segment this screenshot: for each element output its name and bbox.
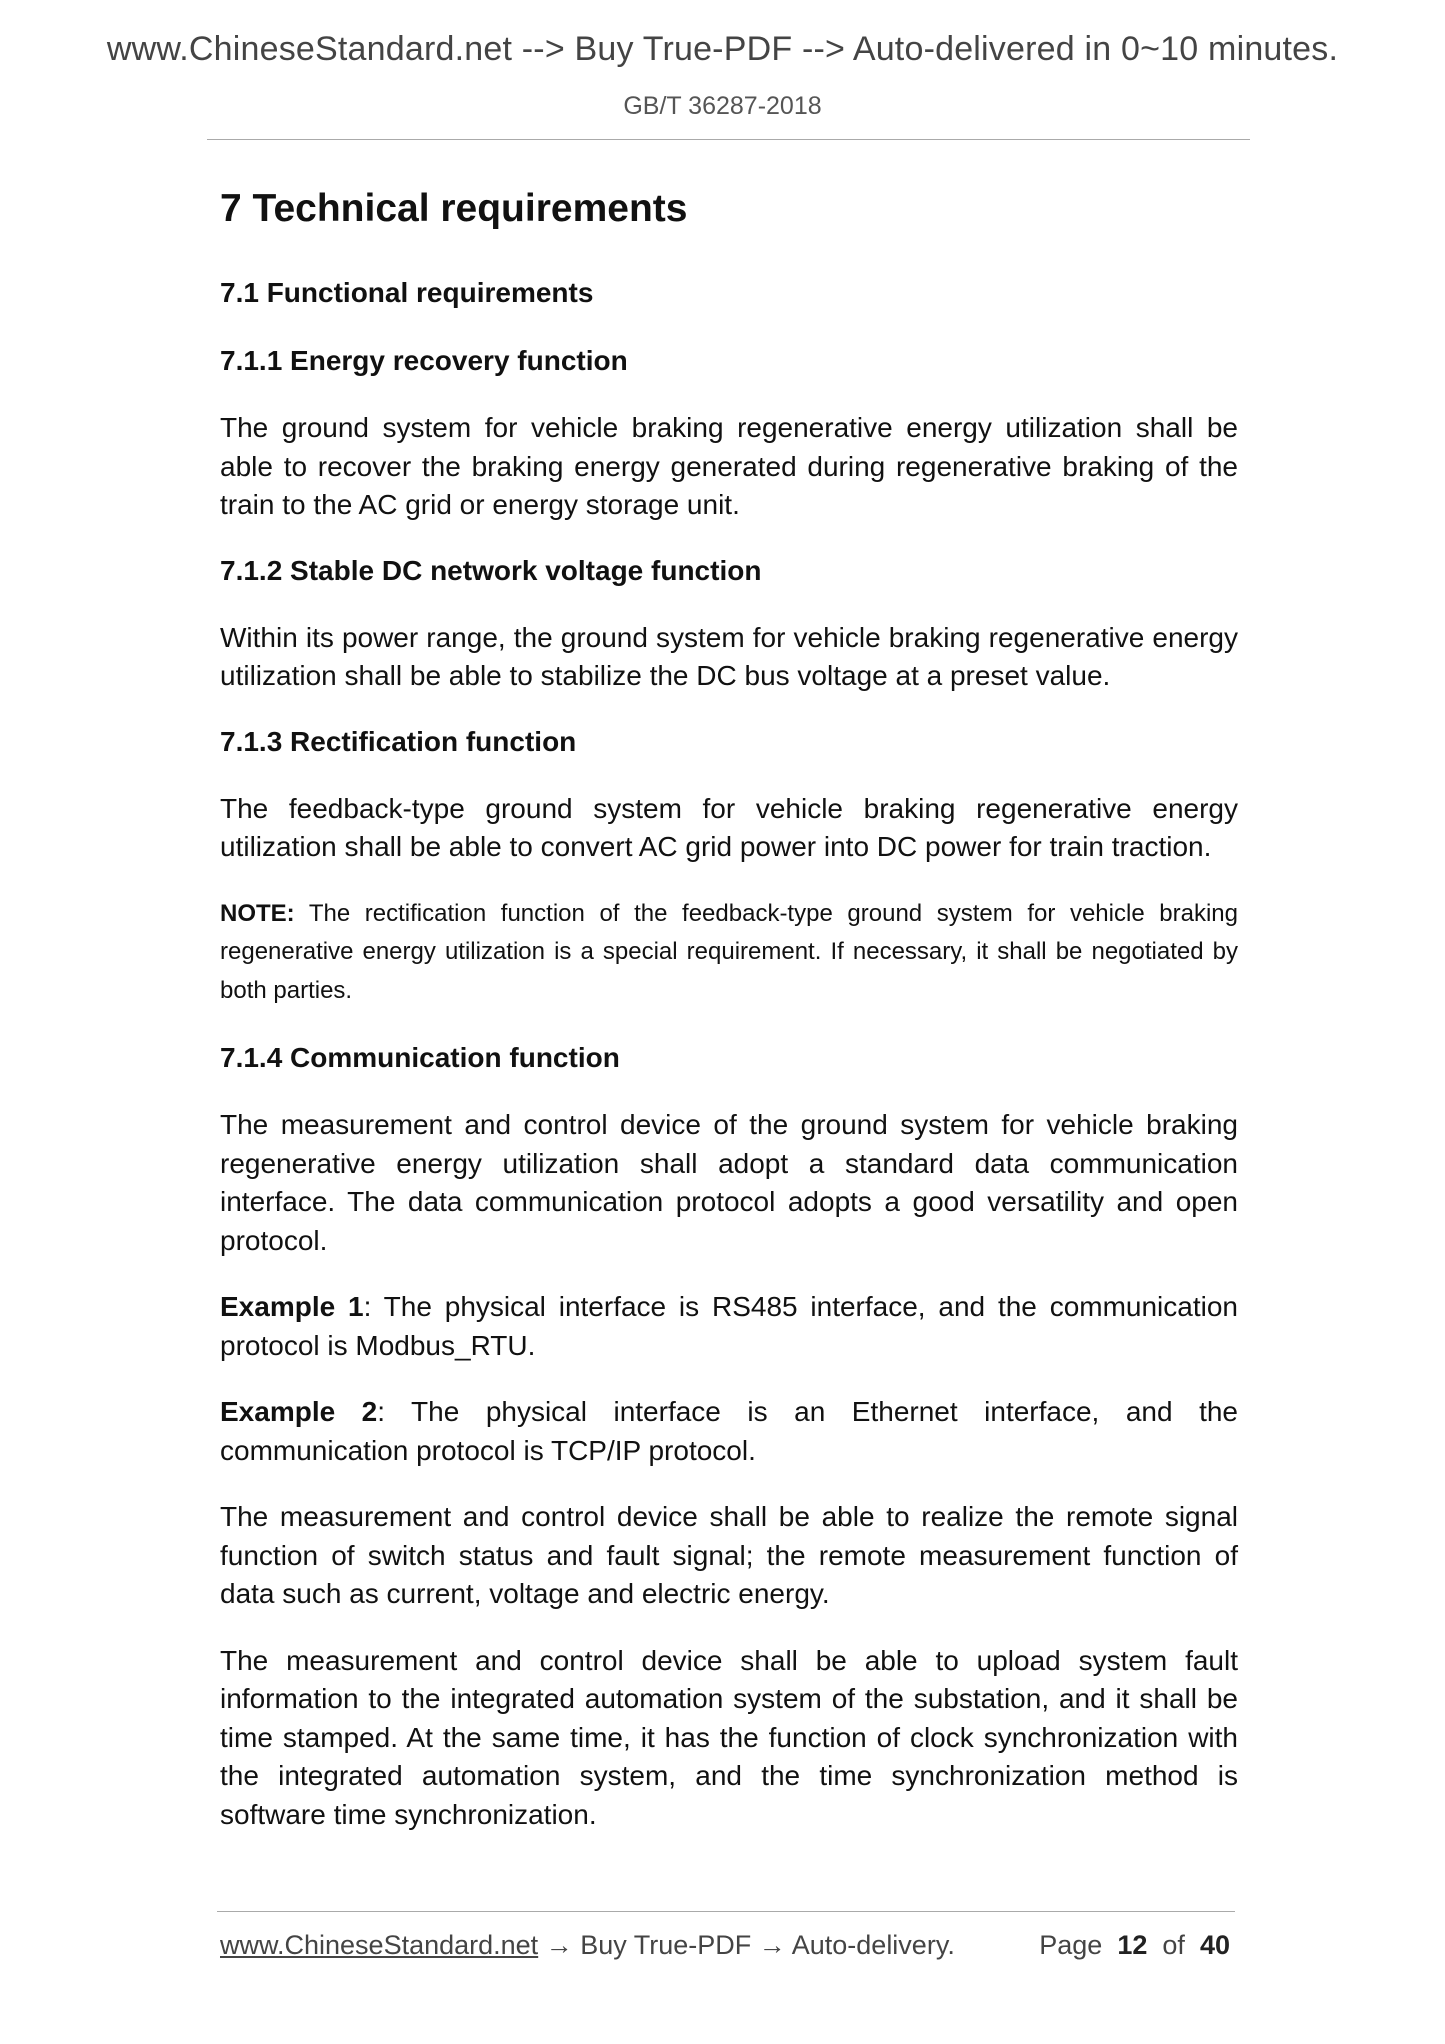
- example-2-label: Example 2: [220, 1396, 378, 1427]
- header-divider: [207, 139, 1250, 140]
- document-body: [220, 181, 1238, 1862]
- page-label: Page: [1039, 1930, 1103, 1960]
- clause-heading-7-1-1: 7.1.1 Energy recovery function: [220, 345, 628, 376]
- page-total: 40: [1199, 1930, 1230, 1960]
- page-number: 12: [1117, 1930, 1148, 1960]
- of-label: of: [1162, 1930, 1185, 1960]
- example-2-text: : The physical interface is an Ethernet interface, and the communication protocol is TCP/IP protocol.: [220, 1396, 1238, 1466]
- clause-heading-7-1-2: 7.1.2 Stable DC network voltage function: [220, 554, 762, 586]
- clause-text-7-1-2: Within its power range, the ground system for vehicle braking regenerative energy utilization shall be able to stabilize the DC bus voltage at a preset value.: [220, 621, 1238, 691]
- clause-text-7-1-4-c: The measurement and control device shall be able to upload system fault information to the integrated automation system of the substation, and it shall be time stamped. At the same time, it has the function of clock synchronization with the integrated automation system, and the time synchronization method is software time synchronization.: [220, 1644, 1238, 1830]
- note-paragraph: [220, 895, 1238, 1011]
- footer-divider: [217, 1911, 1235, 1912]
- footer-promo: [220, 1930, 955, 1961]
- clause-text-7-1-1: The ground system for vehicle braking regenerative energy utilization shall be able to recover the braking energy generated during regenerative braking of the train to the AC grid or energy storage unit.: [220, 412, 1238, 520]
- clause-text-7-1-3: The feedback-type ground system for vehicle braking regenerative energy utilization shall be able to convert AC grid power into DC power for train traction.: [220, 792, 1238, 862]
- footer-promo-text: → Buy True-PDF → Auto-delivery.: [538, 1930, 955, 1960]
- standard-code: GB/T 36287-2018: [623, 92, 822, 120]
- page-indicator: [1039, 1930, 1230, 1961]
- clause-heading-7-1-3: 7.1.3 Rectification function: [220, 725, 577, 757]
- note-text: The rectification function of the feedback-type ground system for vehicle braking regenerative energy utilization is a special requirement. If necessary, it shall be negotiated by both parties.: [220, 899, 1238, 1004]
- footer-site-link[interactable]: www.ChineseStandard.net: [220, 1930, 539, 1960]
- note-label: NOTE:: [220, 899, 295, 927]
- clause-heading-7-1-4: 7.1.4 Communication function: [220, 1042, 620, 1073]
- example-1-text: : The physical interface is RS485 interface, and the communication protocol is Modbus_RTU.: [220, 1291, 1238, 1361]
- clause-text-7-1-4-b: The measurement and control device shall be able to realize the remote signal function of switch status and fault signal; the remote measurement function of data such as current, voltage and electric energy.: [220, 1501, 1238, 1609]
- promo-banner: www.ChineseStandard.net --> Buy True-PDF --> Auto-delivered in 0~10 minutes.: [106, 30, 1339, 68]
- section-title: 7 Technical requirements: [220, 187, 688, 230]
- example-2-paragraph: [220, 1393, 1238, 1470]
- example-1-paragraph: [220, 1288, 1238, 1365]
- clause-text-7-1-4-a: The measurement and control device of the ground system for vehicle braking regenerative energy utilization shall adopt a standard data communication interface. The data communication protocol adopts a good versatility and open protocol.: [220, 1109, 1238, 1256]
- subsection-title: 7.1 Functional requirements: [220, 277, 594, 308]
- example-1-label: Example 1: [220, 1291, 364, 1322]
